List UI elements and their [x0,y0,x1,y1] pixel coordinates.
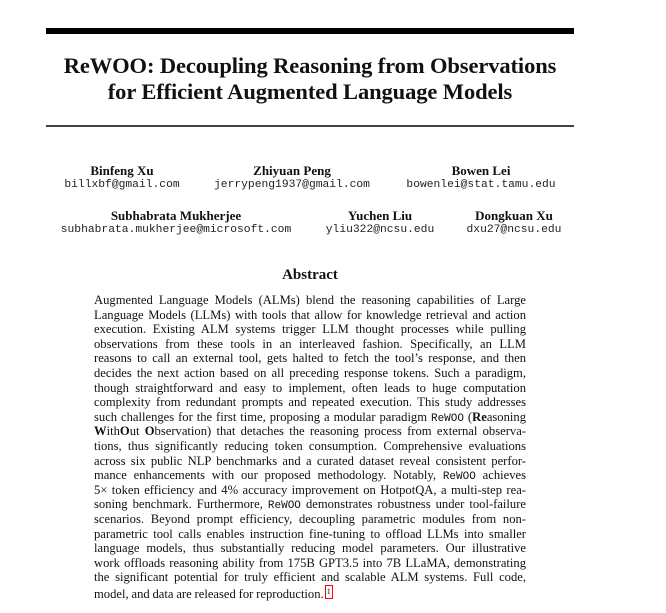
author-name: Subhabrata Mukherjee [110,208,242,223]
footnote-link[interactable]: 1 [325,585,333,599]
abstract-line: parametric tool calls enables instruction fine-tuning to offload LLMs into smaller [94,526,526,541]
acronym-bold-letter: O [144,424,155,439]
abstract-line: reasons to call an external tool, gets halted to fetch the tool’s response, and then [94,351,526,366]
method-name-code: ReWOO [267,500,301,513]
author-name: Bowen Lei [451,163,511,178]
abstract-line: complexity from redundant prompts and repeated execution. This study addresses [94,395,526,410]
author-name: Dongkuan Xu [475,208,553,223]
abstract-line: decides the next action based on all preceding response tokens. Such a paradigm, [94,365,526,380]
author-block [318,208,442,237]
text-fragment: ith [106,424,120,439]
acronym-bold-letter: W [94,424,107,439]
abstract-line [94,468,526,483]
abstract-line [94,585,526,600]
author-block [54,208,298,237]
author-block [396,163,566,192]
acronym-bold-letter: Re [472,409,487,424]
abstract-line: language models, thus substantially reducing model parameters. Our illustrative [94,541,526,556]
title-line-2: for Efficient Augmented Language Models [107,79,513,104]
text-fragment: ( [463,409,473,424]
author-name: Zhiyuan Peng [253,163,331,178]
abstract-body [94,293,526,599]
acronym-bold-letter: O [119,424,130,439]
text-fragment: ut [129,424,145,439]
author-block [460,208,568,237]
abstract-line: observations from these tools in an interleaved fashion. Specifically, an LLM [94,336,526,351]
abstract-line [94,424,526,439]
abstract-line [94,410,526,425]
author-block [52,163,192,192]
abstract-line: execution. Existing ALM systems trigger LLM thought processes while pulling [94,322,526,337]
text-fragment: mance enhancements with our proposed methodology. Notably, [94,468,443,483]
author-email[interactable]: dxu27@ncsu.edu [466,224,562,236]
abstract-line: Augmented Language Models (ALMs) blend the reasoning capabilities of Large [94,293,526,307]
text-fragment: model, and data are released for reproduction. [94,586,324,601]
abstract-line [94,497,526,512]
author-email[interactable]: billxbf@gmail.com [64,179,180,191]
method-name-code: ReWOO [430,412,464,425]
author-email[interactable]: jerrypeng1937@gmail.com [214,179,370,191]
text-fragment: achieves [475,468,526,483]
paper-title [46,53,574,105]
text-fragment: demonstrates robustness under tool-failure [300,497,526,512]
title-top-rule [46,28,574,34]
author-name: Yuchen Liu [347,208,413,223]
abstract-line: the significant potential for truly efficient and scalable ALM systems. Full code, [94,570,526,585]
author-name: Binfeng Xu [90,163,154,178]
text-fragment: soning benchmark. Furthermore, [94,497,268,512]
author-block [202,163,382,192]
abstract-line: tions, thus significantly reducing token consumption. Comprehensive evaluations [94,438,526,453]
author-email[interactable]: yliu322@ncsu.edu [325,224,435,236]
abstract-line: Language Models (LLMs) with tools that allow for knowledge retrieval and action [94,307,526,322]
text-fragment: asoning [486,409,526,424]
abstract-line: scenarios. Beyond prompt efficiency, decoupling parametric modules from non- [94,511,526,526]
abstract-line: though straightforward and easy to implement, often leads to huge computation [94,380,526,395]
author-email[interactable]: bowenlei@stat.tamu.edu [406,179,556,191]
title-line-1: ReWOO: Decoupling Reasoning from Observations [63,53,557,78]
abstract-line: work offloads reasoning ability from 175B GPT3.5 into 7B LLaMA, demonstrating [94,555,526,570]
abstract-heading: Abstract [282,267,338,283]
abstract-line: 5× token efficiency and 4% accuracy improvement on HotpotQA, a multi-step rea- [94,482,526,497]
author-email[interactable]: subhabrata.mukherjee@microsoft.com [60,224,292,236]
text-fragment: bservation) that detaches the reasoning process from external observa- [154,424,526,439]
method-name-code: ReWOO [442,471,476,484]
text-fragment: such challenges for the first time, proposing a modular paradigm [94,409,431,424]
abstract-line: across six public NLP benchmarks and a curated dataset reveal consistent perfor- [94,453,526,468]
title-bottom-rule [46,125,574,127]
